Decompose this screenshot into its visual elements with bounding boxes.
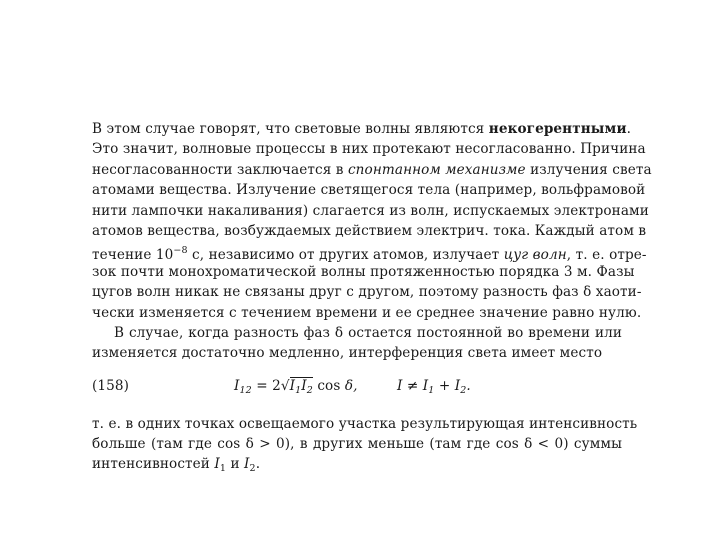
text-span: излучения света [525,161,652,178]
text-span: В этом случае говорят, что световые волны являются [92,121,489,137]
sqrt-sign: √ [280,377,290,394]
eq-text: cos [312,377,345,394]
eq-symbol: I [234,377,240,394]
text-span: . [626,121,632,137]
text-span: с, независимо от других атомов, излучает [187,247,504,264]
text-span: несогласованности заключается в [92,161,348,178]
equation-condition [397,376,471,401]
text-line [92,241,647,264]
text-line: чески изменяется с течением времени и ее среднее значение равно нулю. [92,304,642,321]
exponent: −8 [173,245,188,257]
eq-text: = 2 [251,377,281,394]
eq-text: + I [434,377,461,394]
text-line: изменяется достаточно медленно, интерференция света имеет место [92,345,603,362]
eq-subscript: 1 [428,384,435,396]
eq-text: I ≠ I [397,377,429,394]
text-span: , т. е. отре- [566,247,647,264]
eq-text: . [466,377,471,394]
eq-subscript: 2 [249,463,256,475]
eq-subscript: 2 [460,384,467,396]
text-line: т. е. в одних точках освещаемого участка результирующая интенсивность [92,415,638,432]
text-block [92,119,652,475]
eq-subscript: 12 [239,384,252,396]
bold-term: некогерентными [488,121,627,137]
text-span: интенсивностей [92,456,215,473]
eq-symbol: δ, [344,377,358,394]
text-line [92,119,632,139]
eq-subscript: 2 [306,384,313,396]
eq-symbol: I [289,377,296,394]
eq-subscript: 1 [219,463,227,475]
sqrt-argument [290,377,313,394]
text-line: атомов вещества, возбуждаемых действием электрич. тока. Каждый атом в [92,222,647,239]
text-span: и [226,456,245,473]
italic-term: цуг волн [503,247,567,264]
eq-subscript: 1 [295,384,302,396]
eq-symbol: I [301,377,307,394]
text-line: атомами вещества. Излучение светящегося тела (например, вольфрамовой [92,182,646,199]
text-line: В случае, когда разность фаз δ остается постоянной во времени или [114,324,622,341]
text-span: течение 10 [92,247,174,264]
italic-term: спонтанном механизме [347,161,526,178]
text-line [92,454,622,474]
text-line: цугов волн никак не связаны друг с другом, поэтому разность фаз δ хаоти- [92,284,642,301]
text-line: зок почти монохроматической волны протяженностью порядка 3 м. Фазы [92,263,635,280]
equation-formula [234,376,358,401]
equation [92,368,622,408]
equation-number: (158) [92,377,130,394]
eq-symbol: I [244,456,250,473]
text-line: больше (там где cos δ > 0), в других меньше (там где cos δ < 0) суммы [92,436,622,453]
text-span: . [255,456,261,473]
text-line: Это значит, волновые процессы в них протекают несогласованно. Причина [92,141,646,158]
text-line: нити лампочки накаливания) слагается из волн, испускаемых электронами [92,202,649,219]
text-line [92,160,652,180]
eq-symbol: I [214,456,220,473]
